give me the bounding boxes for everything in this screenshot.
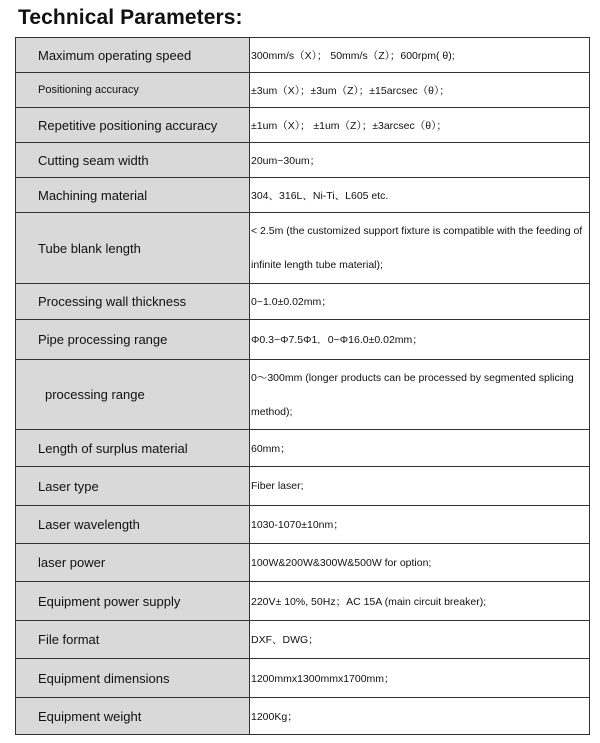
param-value: 60mm； <box>250 430 590 467</box>
table-row <box>16 320 590 360</box>
table-row <box>16 360 590 430</box>
table-row <box>16 73 590 108</box>
param-label: Processing wall thickness <box>16 284 250 320</box>
table-row <box>16 108 590 143</box>
table-row <box>16 544 590 582</box>
param-value-line: 0～300mm (longer products can be processed by segmented splicing <box>251 371 574 384</box>
param-value-line: infinite length tube material); <box>251 259 383 271</box>
table-row <box>16 38 590 73</box>
table-row <box>16 284 590 320</box>
param-value: 304、316L、Ni-Ti、L605 etc. <box>250 178 590 213</box>
param-label: Tube blank length <box>16 213 250 284</box>
param-label: Machining material <box>16 178 250 213</box>
param-label: Pipe processing range <box>16 320 250 360</box>
param-label: Equipment dimensions <box>16 659 250 698</box>
table-row <box>16 582 590 621</box>
param-value: 1200mmx1300mmx1700mm； <box>250 659 590 698</box>
table-row <box>16 143 590 178</box>
param-label: Maximum operating speed <box>16 38 250 73</box>
param-label: laser power <box>16 544 250 582</box>
param-value: ±1um（X）； ±1um（Z）；±3arcsec（θ）； <box>250 108 590 143</box>
param-value: 300mm/s（X）； 50mm/s（Z）；600rpm( θ); <box>250 38 590 73</box>
param-label: File format <box>16 621 250 659</box>
param-value <box>250 360 590 430</box>
table-row <box>16 430 590 467</box>
table-row <box>16 213 590 284</box>
param-label: Repetitive positioning accuracy <box>16 108 250 143</box>
param-value-line: method); <box>251 405 293 418</box>
param-label: processing range <box>16 360 250 430</box>
param-label: Laser wavelength <box>16 506 250 544</box>
param-value: 1200Kg； <box>250 698 590 735</box>
table-row <box>16 506 590 544</box>
param-value: 100W&200W&300W&500W for option; <box>250 544 590 582</box>
param-value: 20um~30um； <box>250 143 590 178</box>
param-value: 1030-1070±10nm； <box>250 506 590 544</box>
table-row <box>16 621 590 659</box>
param-value: Fiber laser; <box>250 467 590 506</box>
table-row <box>16 467 590 506</box>
param-label: Cutting seam width <box>16 143 250 178</box>
table-row <box>16 659 590 698</box>
param-value: Φ0.3~Φ7.5Φ1．0~Φ16.0±0.02mm； <box>250 320 590 360</box>
param-label: Equipment power supply <box>16 582 250 621</box>
param-value-line: < 2.5m (the customized support fixture is compatible with the feeding of <box>251 225 583 237</box>
param-value: 220V± 10%, 50Hz；AC 15A (main circuit breaker); <box>250 582 590 621</box>
param-label: Length of surplus material <box>16 430 250 467</box>
param-value: DXF、DWG； <box>250 621 590 659</box>
param-label: Positioning accuracy <box>16 73 250 108</box>
param-value <box>250 213 590 284</box>
param-value: 0~1.0±0.02mm； <box>250 284 590 320</box>
technical-parameters-table <box>15 37 590 735</box>
page-title: Technical Parameters: <box>18 6 243 29</box>
param-label: Equipment weight <box>16 698 250 735</box>
param-label: Laser type <box>16 467 250 506</box>
table-row <box>16 178 590 213</box>
table-row <box>16 698 590 735</box>
param-value: ±3um（X）；±3um（Z）；±15arcsec（θ）； <box>250 73 590 108</box>
